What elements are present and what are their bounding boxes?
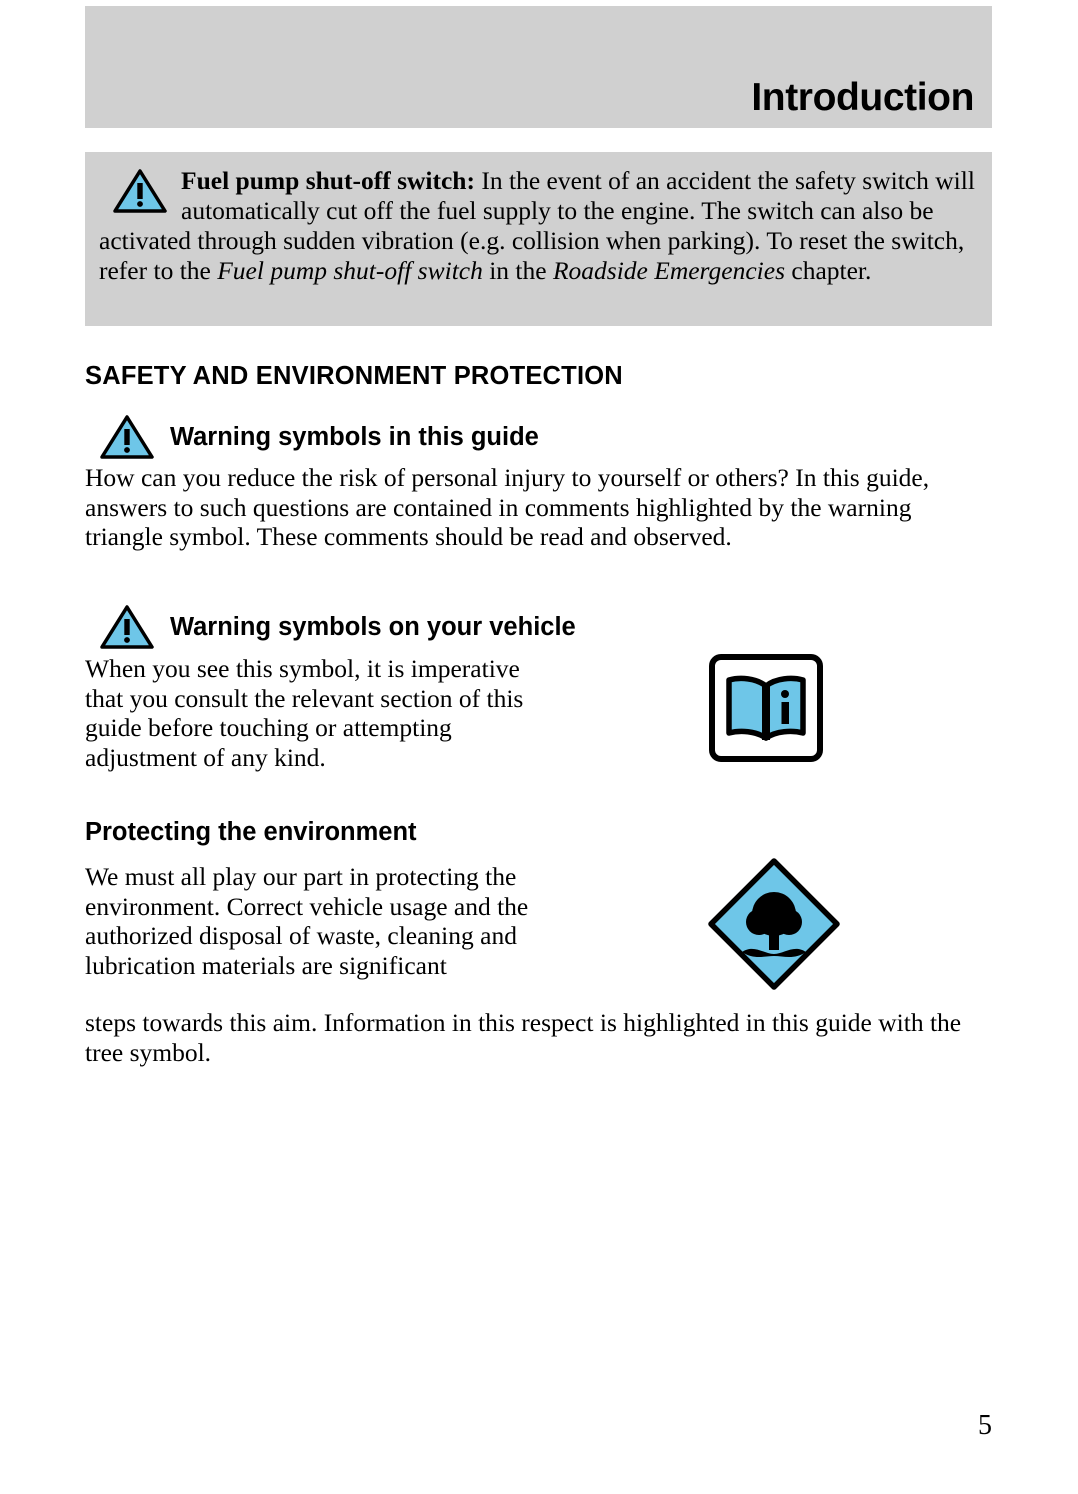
tree-environment-icon — [706, 856, 842, 992]
subsection-2-title: Warning symbols on your vehicle — [170, 612, 576, 641]
warning-callout-lead: Fuel pump shut-off switch: — [181, 166, 475, 195]
subsection-2-body: When you see this symbol, it is imperative that you consult the relevant section of this guide before touching or attempting adjustment of any kind. — [85, 654, 524, 772]
page-number: 5 — [978, 1410, 992, 1441]
warning-callout-body-3: chapter. — [785, 256, 872, 285]
subsection-3-body-full: steps towards this aim. Information in this respect is highlighted in this guide with the tree symbol. — [85, 1008, 962, 1067]
section-heading: SAFETY AND ENVIRONMENT PROTECTION — [85, 362, 623, 390]
subsection-1-body: How can you reduce the risk of personal injury to yourself or others? In this guide, answers to such questions are contained in comments highlighted by the warning triangle symbol. These comments should be read and observed. — [85, 463, 930, 551]
warning-callout-box — [85, 152, 992, 326]
subsection-heading-warning-symbols-guide — [100, 414, 539, 460]
page-title: Introduction — [751, 76, 974, 119]
page-header-band — [85, 6, 992, 128]
warning-callout-text — [99, 166, 979, 286]
warning-callout-body-1: In the event of an accident the safety switch will automatically cut off the fuel supply to the engine. The switch can also be activated through sudden vibration (e.g. collision when parking). To reset the switch, refer to the — [99, 166, 975, 285]
warning-triangle-icon — [100, 604, 154, 650]
subsection-3-title: Protecting the environment — [85, 818, 417, 846]
subsection-1-title: Warning symbols in this guide — [170, 422, 539, 451]
subsection-heading-warning-symbols-vehicle — [100, 604, 576, 650]
open-book-information-icon — [709, 654, 823, 762]
warning-callout-italic-2: Roadside Emergencies — [552, 256, 785, 285]
warning-callout-italic-1: Fuel pump shut-off switch — [217, 256, 483, 285]
warning-callout-body-2: in the — [482, 256, 553, 285]
subsection-3-body-left: We must all play our part in protecting the environment. Correct vehicle usage and the authorized disposal of waste, cleaning and lubrication materials are significant — [85, 862, 529, 980]
warning-triangle-icon — [113, 168, 167, 214]
warning-triangle-icon — [100, 414, 154, 460]
